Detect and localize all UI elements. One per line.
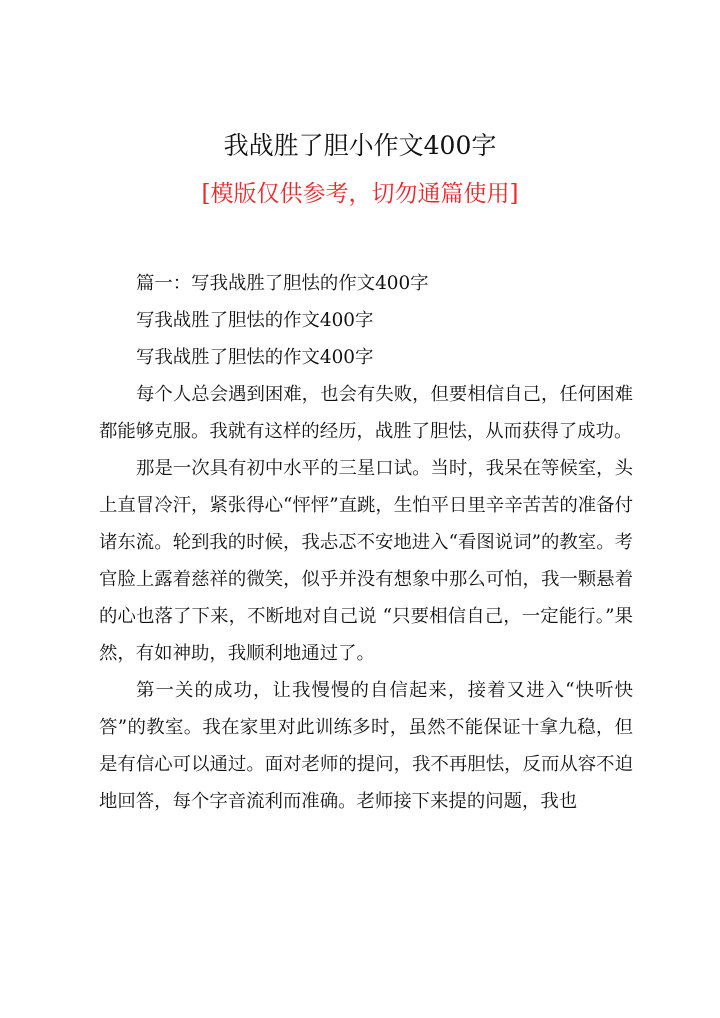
document-body xyxy=(99,265,633,820)
paragraph: 每个人总会遇到困难，也会有失败，但要相信自己，任何困难都能够克服。我就有这样的经历，战胜了胆怯，从而获得了成功。 xyxy=(99,384,633,442)
template-notice: [模版仅供参考，切勿通篇使用] xyxy=(201,181,519,207)
paragraph: 第一关的成功，让我慢慢的自信起来，接着又进入“快听快答”的教室。我在家里对此训练多时，虽然不能保证十拿九稳，但是有信心可以通过。面对老师的提问，我不再胆怯，反而从容不迫地回答，每个字音流利而准确。老师接下来提的问题，我也 xyxy=(99,680,633,812)
paragraph: 写我战胜了胆怯的作文400字 xyxy=(136,310,374,331)
paragraph: 那是一次具有初中水平的三星口试。当时，我呆在等候室，头上直冒冷汗，紧张得心“怦怦”直跳，生怕平日里辛辛苦苦的准备付诸东流。轮到我的时候，我忐忑不安地进入“看图说词”的教室。考官脸上露着慈祥的微笑，似乎并没有想象中那么可怕，我一颗悬着的心也落了下来，不断地对自己说 “只要相信自己，一定能行。”果然，有如神助，我顺利地通过了。 xyxy=(99,458,633,664)
document-title: 我战胜了胆小作文400字 xyxy=(223,131,497,160)
paragraph: 写我战胜了胆怯的作文400字 xyxy=(136,347,374,368)
paragraph: 篇一：写我战胜了胆怯的作文400字 xyxy=(136,273,429,294)
